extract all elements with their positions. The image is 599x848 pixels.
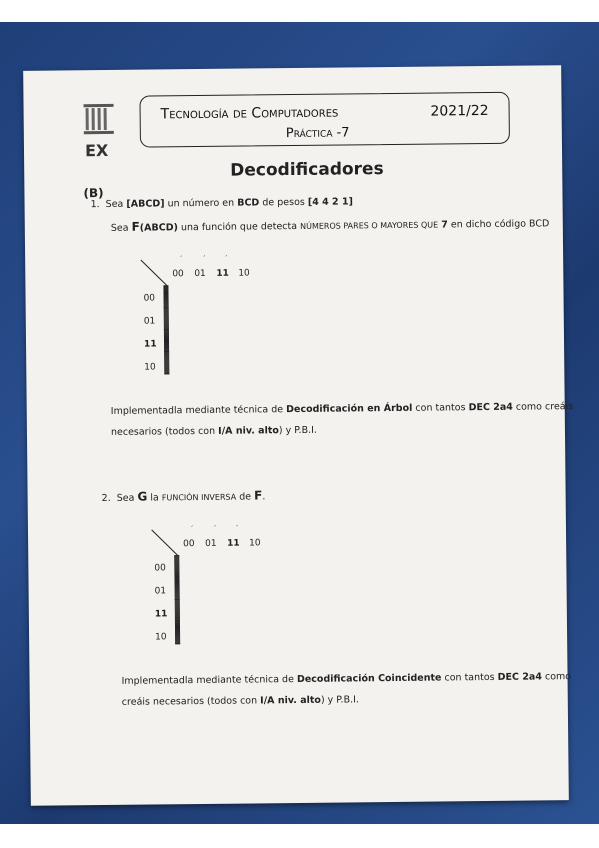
worksheet-paper: EX Tecnología de Computadores 2021/22 Práctica -7 Decodificadores (B) 1. Sea [ABCD] un número en BCD de pesos [4 4 2 1] Sea F(ABCD) una función que detecta NÚMEROS PARES O MAYORES QUE 7 en dicho código BCD ´ ´ ´ 00 01 11 10 00 01 11 10 Implementadla mediante técnica de Decodificación en Árbol con tantos DEC 2a4 como creáis necesarios (todos con I/A niv. alto) y P.B.I. 2. Sea G la FUNCIÓN INVERSA de F. ´ ´ ´ 00 01 11 10 00 01 11 10 Implementadla mediante técnica de Decodificación Coincidente con tantos DEC 2a4 como creáis necesarios (todos con I/A niv. alto) y P.B.I. bbox=[23, 65, 569, 806]
kmap2-col-label: 10 bbox=[249, 538, 261, 549]
kmap2-row-label: 00 bbox=[154, 563, 166, 574]
university-logo bbox=[79, 102, 120, 162]
kmap2-col-label: 11 bbox=[227, 538, 240, 549]
kmap2-grid bbox=[174, 555, 180, 644]
kmap2-row-label: 10 bbox=[155, 632, 167, 643]
q1-statement-line2: Sea F(ABCD) una función que detecta NÚMEROS PARES O MAYORES QUE 7 en dicho código BCD bbox=[110, 218, 550, 234]
kmap1-row-label: 00 bbox=[143, 293, 156, 304]
kmap2-row-label: 11 bbox=[154, 609, 168, 620]
svg-text:EX: EX bbox=[84, 140, 109, 161]
kmap1-row-label: 10 bbox=[144, 362, 156, 373]
page-title: Decodificadores bbox=[230, 159, 384, 181]
kmap1-col-label: 01 bbox=[194, 268, 206, 280]
kmap2-col-label: 00 bbox=[183, 539, 195, 550]
academic-year: 2021/22 bbox=[430, 102, 489, 120]
section-label: (B) bbox=[83, 186, 104, 201]
q2-statement: 2. Sea G la FUNCIÓN INVERSA de F. bbox=[101, 488, 266, 505]
practice-number: Práctica -7 bbox=[285, 125, 350, 142]
kmap1-col-label: 00 bbox=[172, 269, 184, 280]
kmap1-row-label: 01 bbox=[143, 316, 156, 327]
kmap2-col-label: 01 bbox=[205, 538, 217, 549]
q2-instructions-line1: Implementadla mediante técnica de Decodificación Coincidente con tantos DEC 2a4 como bbox=[121, 671, 572, 687]
q1-statement-line1: 1. Sea [ABCD] un número en BCD de pesos [4 4 2 1] bbox=[90, 196, 353, 211]
kmap1-col-label: 10 bbox=[238, 268, 250, 279]
q1-instructions-line1: Implementadla mediante técnica de Decodificación en Árbol con tantos DEC 2a4 como creáis bbox=[110, 401, 574, 417]
header-box bbox=[139, 92, 510, 148]
q2-instructions-line2: creáis necesarios (todos con I/A niv. alto) y P.B.I. bbox=[121, 694, 359, 708]
kmap2-row-label: 01 bbox=[154, 586, 167, 597]
kmap1-row-label: 11 bbox=[143, 339, 157, 350]
q1-instructions-line2: necesarios (todos con I/A niv. alto) y P.B.I. bbox=[110, 424, 317, 438]
kmap1-col-label: 11 bbox=[216, 268, 229, 279]
kmap1-grid bbox=[163, 285, 169, 374]
course-title: Tecnología de Computadores bbox=[160, 104, 339, 123]
